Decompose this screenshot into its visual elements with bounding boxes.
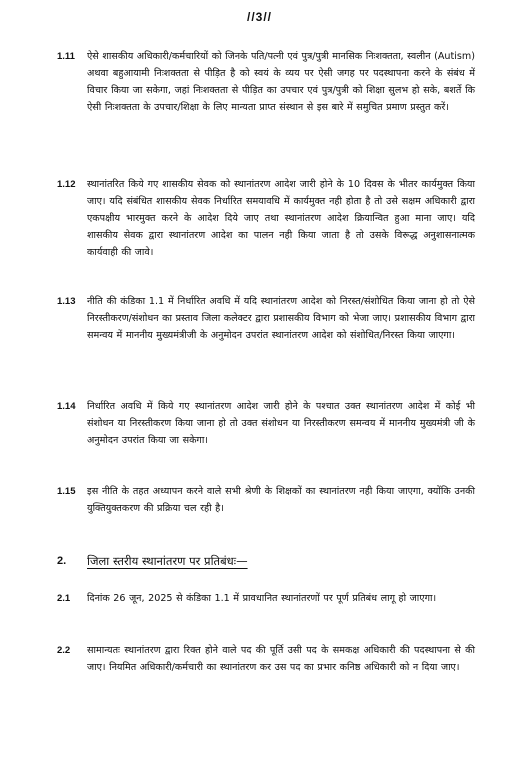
clause-number: 1.14 (57, 401, 76, 412)
clause-text: निर्धारित अवधि में किये गए स्थानांतरण आदेश जारी होने के पश्चात उक्त स्थानांतरण आदेश में कोई भी संशोधन या निरस्तीकरण किया जाना हो तो उक्त संशोधन या निरस्तीकरण समन्वय में माननीय मुख्यमंत्री जी के अनुमोदन उपरांत किया जा सकेगा। (87, 401, 475, 446)
clause-text: नीति की कंडिका 1.1 में निर्धारित अवधि में यदि स्थानांतरण आदेश को निरस्त/संशोधित किया जाना हो तो ऐसे निरस्तीकरण/संशोधन का प्रस्ताव जिला कलेक्टर द्वारा प्रशासकीय विभाग को भेजा जाए। प्रशासकीय विभाग द्वारा समन्वय में माननीय मुख्यमंत्रीजी के अनुमोदन उपरांत स्थानांतरण आदेश को संशोधित/निरस्त किया जाएगा। (87, 296, 475, 341)
section-number: 2. (57, 555, 67, 567)
section-heading: जिला स्तरीय स्थानांतरण पर प्रतिबंधः— (87, 554, 248, 568)
clause-text: सामान्यतः स्थानांतरण द्वारा रिक्त होने वाले पद की पूर्ति उसी पद के समकक्ष अधिकारी की पदस्थापना से की जाए। नियमित अधिकारी/कर्मचारी का स्थानांतरण कर उस पद का प्रभार कनिष्ठ अधिकारी को न दिया जाए। (87, 645, 475, 673)
clause-text: ऐसे शासकीय अधिकारी/कर्मचारियों को जिनके पति/पत्नी एवं पुत्र/पुत्री मानसिक निःशक्तता, स्वलीन (Autism) अथवा बहुआयामी निःशक्तता से पीड़ित है को स्वयं के व्यय पर ऐसी जगह पर पदस्थापना करने के संबंध में विचार किया जा सकेगा, जहां निःशक्तता से पीड़ित का उपचार एवं पुत्र/पुत्री को शिक्षा सुलभ हो सके, बशर्ते कि ऐसी निःशक्तता के उपचार/शिक्षा के लिए मान्यता प्राप्त संस्थान से इस बारे में समुचित प्रमाण प्रस्तुत करें। (87, 51, 475, 113)
page-number: //3// (246, 10, 272, 24)
clause-number: 1.12 (57, 179, 76, 190)
clause-number: 2.1 (57, 593, 71, 604)
clause-number: 1.11 (57, 51, 75, 62)
clause-text: दिनांक 26 जून, 2025 से कंडिका 1.1 में प्रावधानित स्थानांतरणों पर पूर्ण प्रतिबंध लागू हो जाएगा। (87, 593, 437, 604)
clause-number: 1.13 (57, 296, 76, 307)
clause-text: स्थानांतरित किये गए शासकीय सेवक को स्थानांतरण आदेश जारी होने के 10 दिवस के भीतर कार्यमुक्त किया जाए। यदि संबंधित शासकीय सेवक निर्धारित समयावधि में कार्यमुक्त नही होता है तो उसे सक्षम अधिकारी द्वारा एकपक्षीय भारमुक्त करने के आदेश दिये जाए तथा स्थानांतरण आदेश क्रियान्वित हुआ माना जाए। यदि शासकीय सेवक द्वारा स्थानांतरण आदेश का पालन नही किया जाता है तो उसके विरूद्ध अनुशासनात्मक कार्यवाही की जावे। (87, 179, 475, 258)
clause-text: इस नीति के तहत अध्यापन करने वाले सभी श्रेणी के शिक्षकों का स्थानांतरण नही किया जाएगा, क्योंकि उनकी युक्तियुक्तकरण की प्रक्रिया चल रही है। (87, 486, 475, 514)
clause-number: 2.2 (57, 645, 71, 656)
clause-number: 1.15 (57, 486, 76, 497)
